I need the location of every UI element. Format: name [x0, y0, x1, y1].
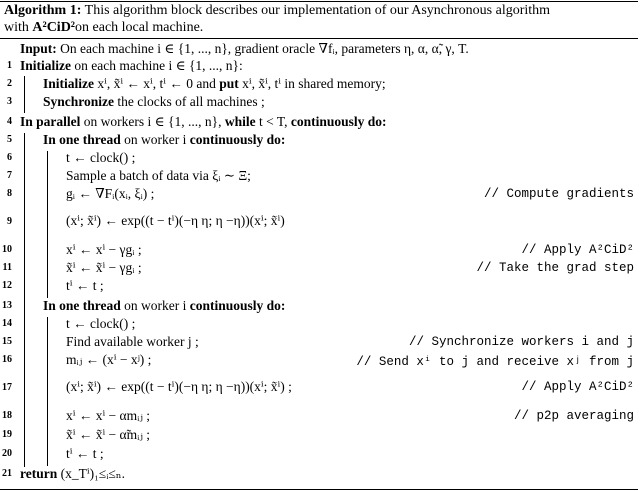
line-number: 15 — [2, 336, 12, 347]
bottom-rule — [0, 489, 638, 490]
line-text: return (x_Tⁱ)₁≤ᵢ≤ₙ. — [20, 466, 126, 481]
line-number: 16 — [2, 354, 12, 365]
line-number: 11 — [2, 262, 12, 273]
line-text: x̃ⁱ ← x̃ⁱ − α̃mᵢⱼ ; — [66, 427, 151, 442]
caption-line2-pre: with — [4, 20, 33, 35]
line-text: x̃ⁱ ← x̃ⁱ − γgᵢ ; — [66, 260, 142, 275]
line-text: gᵢ ← ∇Fᵢ(xᵢ, ξᵢ) ; — [66, 186, 155, 201]
line-comment: // Compute gradients — [483, 187, 634, 201]
line-number: 19 — [2, 429, 12, 440]
scope-bar-parallel — [24, 133, 25, 467]
line-number: 1 — [7, 60, 12, 71]
line-text: mᵢⱼ ← (xⁱ − xʲ) ; — [66, 352, 152, 367]
line-comment: // Take the grad step — [476, 261, 634, 275]
line-text: In one thread on worker i continuously do: — [43, 298, 286, 313]
line-number: 4 — [7, 116, 12, 127]
line-text: (xⁱ; x̃ⁱ) ← exp((t − tⁱ)(−η η; η −η))(xⁱ; x̃ⁱ) — [66, 213, 285, 228]
line-number: 17 — [2, 382, 12, 393]
line-text: t ← clock() ; — [66, 316, 136, 331]
algorithm-caption — [4, 3, 640, 19]
line-text: Find available worker j ; — [66, 334, 199, 349]
line-number: 7 — [7, 170, 12, 181]
line-number: 2 — [7, 78, 12, 89]
line-text: (xⁱ; x̃ⁱ) ← exp((t − tⁱ)(−η η; η −η))(xⁱ; x̃ⁱ) ; — [66, 379, 292, 394]
line-number: 12 — [2, 280, 12, 291]
line-comment: // Apply A²CiD² — [521, 243, 634, 257]
algorithm-caption-2 — [4, 20, 640, 36]
line-number: 8 — [7, 188, 12, 199]
line-text: tⁱ ← t ; — [66, 446, 104, 461]
line-text: Synchronize the clocks of all machines ; — [43, 94, 265, 109]
line-text: xⁱ ← xⁱ − αmᵢⱼ ; — [66, 408, 151, 423]
line-text: Initialize xⁱ, x̃ⁱ ← xⁱ, tⁱ ← 0 and put xⁱ, x̃ⁱ, tⁱ in shared memory; — [43, 76, 386, 91]
line-number: 3 — [7, 96, 12, 107]
line-text: tⁱ ← t ; — [66, 278, 104, 293]
line-number: 14 — [2, 318, 12, 329]
line-text: Initialize on each machine i ∈ {1, ..., n}: — [20, 58, 243, 73]
line-comment: // Apply A²CiD² — [521, 380, 634, 394]
line-text: xⁱ ← xⁱ − γgᵢ ; — [66, 242, 142, 257]
line-comment: // Synchronize workers i and j — [408, 335, 634, 349]
line-number: 20 — [2, 448, 12, 459]
line-text: Sample a batch of data via ξᵢ ∼ Ξ; — [66, 168, 251, 183]
scope-bar-init — [24, 76, 25, 113]
line-number: 18 — [2, 410, 12, 421]
line-text: In one thread on worker i continuously do: — [43, 132, 286, 147]
line-text: Input: On each machine i ∈ {1, ..., n}, gradient oracle ∇fᵢ, parameters η, α, α̃, γ, T. — [20, 41, 469, 56]
line-number: 6 — [7, 152, 12, 163]
line-number: 5 — [7, 134, 12, 145]
line-comment: // p2p averaging — [513, 409, 634, 423]
line-number: 10 — [2, 244, 12, 255]
caption-line1: This algorithm block describes our implementation of our Asynchronous algorithm — [84, 3, 551, 18]
top-rule — [0, 1, 638, 2]
method-name: A²CiD² — [32, 20, 76, 35]
line-number: 21 — [2, 468, 12, 479]
algo-line-9 — [0, 202, 640, 242]
line-number: 13 — [2, 300, 12, 311]
line-comment: // Send xⁱ to j and receive xʲ from j — [356, 355, 634, 369]
caption-line2-post: on each local machine. — [75, 20, 204, 35]
line-text: In parallel on workers i ∈ {1, ..., n}, while t < T, continuously do: — [20, 114, 387, 129]
line-text: t ← clock() ; — [66, 150, 136, 165]
algorithm-label: Algorithm 1: — [4, 3, 82, 18]
line-number: 9 — [7, 216, 12, 227]
algo-line-17 — [0, 368, 640, 408]
caption-rule — [0, 38, 638, 39]
